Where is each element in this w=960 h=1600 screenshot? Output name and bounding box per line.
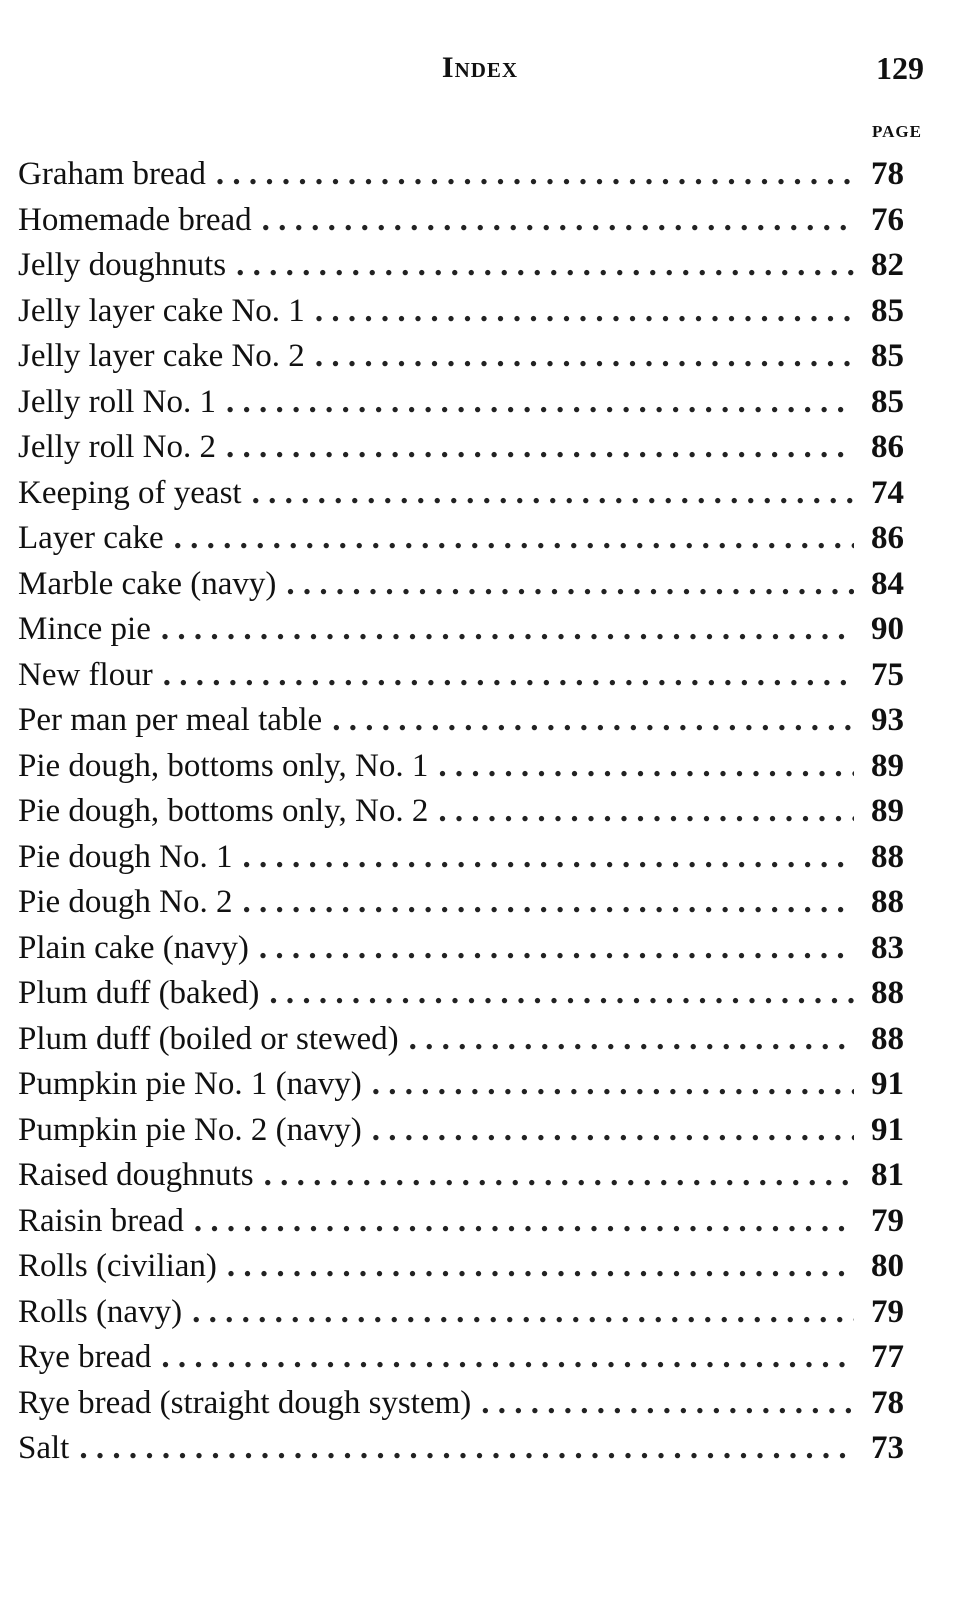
dot-leader [161,607,854,653]
index-entry [18,334,904,380]
dot-leader [372,1108,854,1154]
index-entry [18,880,904,926]
entry-page-number: 84 [871,565,904,602]
dot-leader [161,1335,854,1381]
dot-leader [438,744,854,790]
entry-title: Keeping of yeast [18,474,242,511]
entry-page-number: 91 [871,1111,904,1148]
entry-page-number: 78 [871,1384,904,1421]
entry-page-number: 78 [871,156,904,192]
entry-page-number: 79 [871,1293,904,1330]
index-entry [18,1199,904,1245]
entry-title: Plum duff (baked) [18,975,260,1011]
dot-leader [264,1153,854,1199]
entry-title: Pie dough, bottoms only, No. 2 [18,793,429,829]
entry-page-number: 73 [871,1430,904,1466]
dot-leader [372,1062,854,1108]
entry-title: Per man per meal table [18,702,323,738]
dot-leader [315,289,854,335]
entry-page-number: 93 [871,702,904,738]
index-entry [18,289,904,335]
entry-title: Rolls (civilian) [18,1248,217,1284]
dot-leader [236,243,854,289]
index-entry [18,971,904,1017]
entry-page-number: 83 [871,929,904,966]
index-entry [18,1153,904,1199]
dot-leader [192,1290,854,1336]
index-entry [18,926,904,972]
entry-title: Pie dough No. 2 [18,884,233,920]
entry-title: Pumpkin pie No. 2 (navy) [18,1111,362,1148]
index-entry [18,1381,904,1427]
dot-leader [286,562,854,608]
entry-title: Rolls (navy) [18,1293,183,1330]
entry-page-number: 76 [871,201,904,238]
entry-page-number: 89 [871,793,904,829]
entry-page-number: 86 [871,429,904,465]
dot-leader [163,653,854,699]
index-entry [18,698,904,744]
dot-leader [79,1426,854,1472]
dot-leader [262,198,854,244]
entry-title: Rye bread [18,1339,152,1375]
index-entry [18,516,904,562]
index-entry [18,607,904,653]
dot-leader [315,334,854,380]
dot-leader [226,380,854,426]
entry-title: Salt [18,1430,70,1466]
dot-leader [174,516,854,562]
dot-leader [226,425,854,471]
entry-title: Plum duff (boiled or stewed) [18,1020,399,1057]
entry-page-number: 80 [871,1248,904,1284]
entry-title: Jelly doughnuts [18,247,227,283]
entry-page-number: 85 [871,338,904,374]
entry-title: Jelly roll No. 1 [18,383,216,420]
index-entry [18,471,904,517]
entry-page-number: 74 [871,474,904,511]
entry-title: Layer cake [18,520,164,556]
entry-title: Mince pie [18,611,151,647]
dot-leader [243,835,855,881]
index-entry [18,425,904,471]
entry-page-number: 75 [871,656,904,693]
index-entry [18,1062,904,1108]
page-header [0,44,960,92]
index-entry [18,1244,904,1290]
entry-page-number: 81 [871,1157,904,1193]
index-entry [18,198,904,244]
entry-title: Rye bread (straight dough system) [18,1384,472,1421]
entry-title: New flour [18,656,153,693]
entry-title: Pie dough No. 1 [18,838,233,875]
index-entry-list [18,152,904,1472]
running-title: Index [441,51,519,84]
entry-page-number: 77 [871,1339,904,1375]
dot-leader [409,1017,854,1063]
index-entry [18,243,904,289]
index-entry [18,562,904,608]
index-entry [18,380,904,426]
index-entry [18,152,904,198]
entry-page-number: 88 [871,838,904,875]
entry-page-number: 86 [871,520,904,556]
index-entry [18,835,904,881]
entry-page-number: 90 [871,611,904,647]
index-entry [18,1426,904,1472]
page-number: 129 [876,50,924,86]
entry-page-number: 88 [871,1020,904,1057]
entry-title: Graham bread [18,156,206,192]
dot-leader [332,698,854,744]
entry-page-number: 88 [871,975,904,1011]
dot-leader [438,789,854,835]
index-entry [18,1017,904,1063]
entry-title: Pumpkin pie No. 1 (navy) [18,1066,362,1102]
entry-title: Jelly layer cake No. 1 [18,292,305,329]
index-entry [18,789,904,835]
index-entry [18,1290,904,1336]
entry-page-number: 89 [871,747,904,784]
entry-title: Jelly layer cake No. 2 [18,338,305,374]
entry-title: Pie dough, bottoms only, No. 1 [18,747,429,784]
entry-page-number: 85 [871,292,904,329]
dot-leader [194,1199,854,1245]
index-entry [18,1335,904,1381]
dot-leader [269,971,854,1017]
entry-page-number: 88 [871,884,904,920]
dot-leader [252,471,854,517]
entry-page-number: 91 [871,1066,904,1102]
entry-page-number: 82 [871,247,904,283]
entry-page-number: 85 [871,383,904,420]
page-column-label: PAGE [872,122,922,141]
entry-title: Raised doughnuts [18,1157,254,1193]
dot-leader [227,1244,854,1290]
entry-page-number: 79 [871,1202,904,1239]
entry-title: Homemade bread [18,201,252,238]
dot-leader [216,152,854,198]
entry-title: Jelly roll No. 2 [18,429,216,465]
entry-title: Marble cake (navy) [18,565,277,602]
entry-title: Plain cake (navy) [18,929,249,966]
entry-title: Raisin bread [18,1202,184,1239]
dot-leader [481,1381,854,1427]
dot-leader [243,880,855,926]
dot-leader [259,926,854,972]
index-entry [18,1108,904,1154]
index-entry [18,653,904,699]
index-entry [18,744,904,790]
